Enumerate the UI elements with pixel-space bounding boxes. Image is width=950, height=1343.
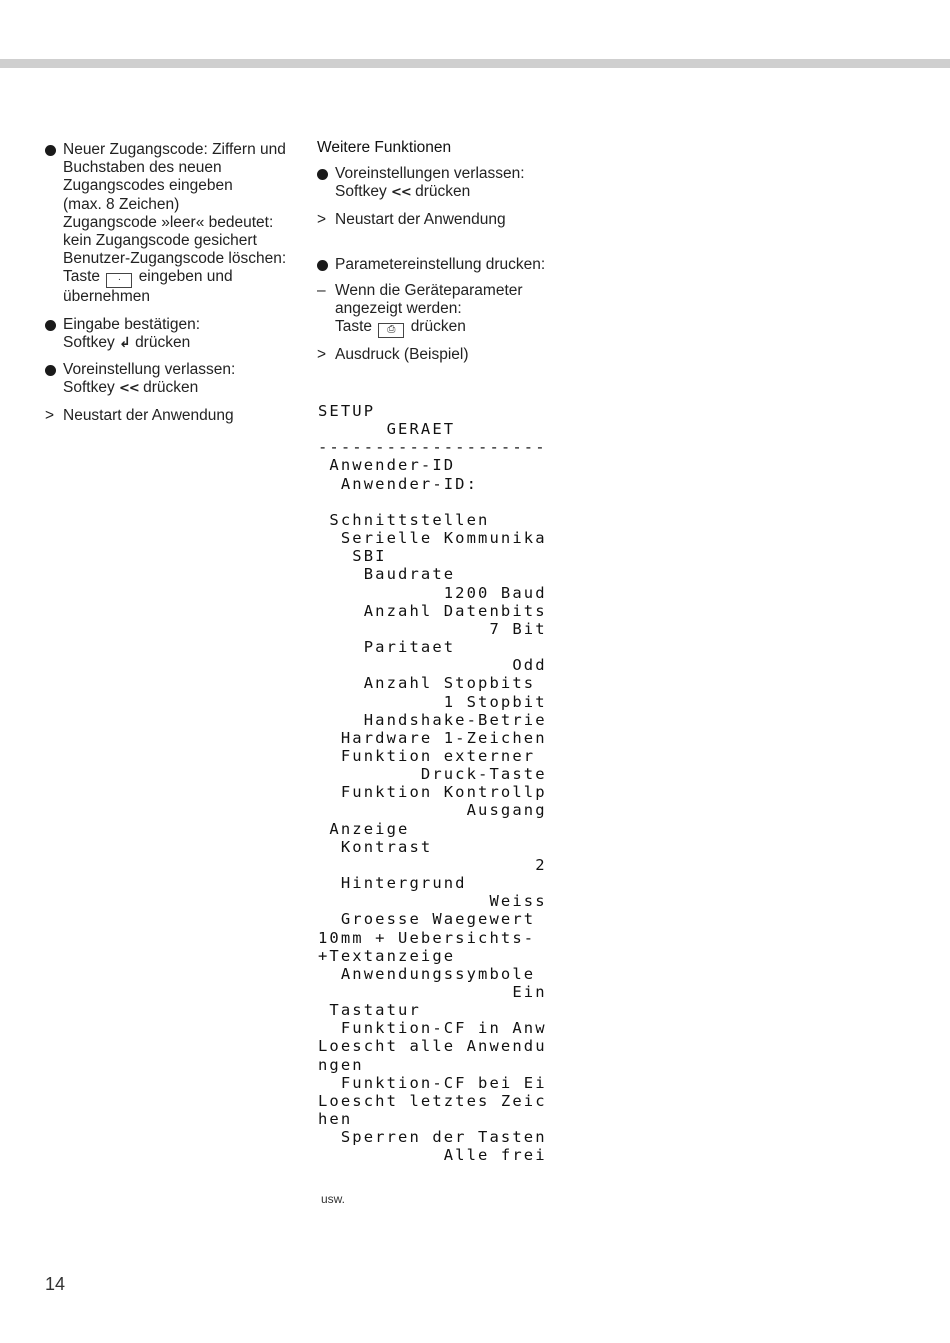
printout-line: Serielle Kommunika xyxy=(318,529,547,548)
text-line: Ausdruck (Beispiel) xyxy=(335,346,469,364)
printout-example xyxy=(318,402,547,1165)
text-line: Voreinstellungen verlassen: xyxy=(335,165,525,183)
printout-line: Hardware 1-Zeichen xyxy=(318,728,547,747)
text-line: kein Zugangscode gesichert xyxy=(63,232,257,250)
printout-line: Weiss xyxy=(318,892,547,911)
softkey-suffix: drücken xyxy=(143,379,199,397)
text-line: Parametereinstellung drucken: xyxy=(335,255,546,273)
text-line xyxy=(63,268,295,288)
dot-key-icon: · xyxy=(106,273,132,288)
softkey-prefix: Softkey xyxy=(63,379,115,397)
list-item-exit xyxy=(45,361,295,398)
printout-line: Druck-Taste xyxy=(318,765,547,784)
back-softkey-icon: << xyxy=(119,381,139,397)
printout-line: GERAET xyxy=(318,420,456,439)
printout-line: Hintergrund xyxy=(318,874,467,893)
text-line xyxy=(335,183,577,202)
printout-line: Sperren der Tasten xyxy=(318,1128,547,1147)
printout-line: Tastatur xyxy=(318,1001,421,1020)
printout-line xyxy=(318,493,547,511)
printout-line: Anwender-ID: xyxy=(318,474,479,493)
section-heading: Weitere Funktionen xyxy=(317,139,452,156)
printout-line: Loescht letztes Zeic xyxy=(318,1091,547,1110)
text-line: Neustart der Anwendung xyxy=(335,210,506,228)
printout-line: Funktion-CF bei Ei xyxy=(318,1073,547,1092)
bullet-icon xyxy=(45,361,61,381)
result-marker: > xyxy=(45,407,55,425)
result-marker: > xyxy=(317,210,327,228)
key-suffix: drücken xyxy=(410,318,466,336)
key-prefix: Taste xyxy=(63,268,101,286)
text-line: übernehmen xyxy=(63,288,151,306)
list-item-print-params xyxy=(317,256,577,274)
header-bar xyxy=(0,59,950,68)
key-prefix: Taste xyxy=(335,318,373,336)
text-line: angezeigt werden: xyxy=(335,300,462,318)
enter-softkey-icon: ↲ xyxy=(119,334,131,351)
printout-line: Funktion Kontrollp xyxy=(318,783,547,802)
printout-line: Schnittstellen xyxy=(318,510,490,529)
printout-line: 2 xyxy=(318,855,547,874)
printout-line: 7 Bit xyxy=(318,619,547,638)
softkey-prefix: Softkey xyxy=(63,333,115,351)
printout-line: Anzahl Datenbits xyxy=(318,601,547,620)
key-suffix: eingeben und xyxy=(138,268,233,286)
print-key-icon: ⎙ xyxy=(378,323,404,338)
printout-line: 1200 Baud xyxy=(318,583,547,602)
printout-line: ngen xyxy=(318,1055,364,1074)
result-marker: > xyxy=(317,346,327,364)
text-line: Buchstaben des neuen xyxy=(63,159,222,177)
printout-line: Kontrast xyxy=(318,837,433,856)
bullet-icon xyxy=(45,141,61,161)
text-line xyxy=(63,334,295,352)
text-line: Wenn die Geräteparameter xyxy=(335,282,523,300)
printout-line: Alle frei xyxy=(318,1146,547,1165)
printout-line: Anwender-ID xyxy=(318,456,456,475)
back-softkey-icon: << xyxy=(391,185,411,201)
printout-line: Handshake-Betrie xyxy=(318,710,547,729)
printout-line: Loescht alle Anwendu xyxy=(318,1037,547,1056)
list-item-confirm xyxy=(45,316,295,352)
softkey-suffix: drücken xyxy=(135,333,191,351)
printout-line: -------------------- xyxy=(318,438,547,457)
printout-line: Baudrate xyxy=(318,565,456,584)
right-column xyxy=(317,139,577,365)
text-line: Neustart der Anwendung xyxy=(63,407,234,425)
printout-line: SBI xyxy=(318,547,387,566)
printout-line: hen xyxy=(318,1110,353,1129)
step-item xyxy=(317,282,577,338)
list-item-new-code xyxy=(45,141,295,307)
printout-line: Anzeige xyxy=(318,819,410,838)
printout-line: Paritaet xyxy=(318,638,456,657)
page-number: 14 xyxy=(45,1274,66,1294)
printout-line: Odd xyxy=(318,656,547,675)
bullet-icon xyxy=(45,316,61,336)
text-line: Zugangscodes eingeben xyxy=(63,177,233,195)
printout-line: 1 Stopbit xyxy=(318,692,547,711)
result-item xyxy=(45,407,295,425)
printout-line: +Textanzeige xyxy=(318,946,456,965)
printout-line: Anwendungssymbole xyxy=(318,964,536,983)
footnote: usw. xyxy=(321,1192,346,1206)
printout-line: Funktion externer xyxy=(318,746,536,765)
printout-line: SETUP xyxy=(318,402,376,420)
result-item xyxy=(317,211,577,229)
bullet-icon xyxy=(317,165,333,185)
text-line: (max. 8 Zeichen) xyxy=(63,195,180,213)
text-line xyxy=(63,379,295,398)
text-line xyxy=(335,318,577,338)
text-line: Voreinstellung verlassen: xyxy=(63,361,236,379)
step-marker: – xyxy=(317,282,326,300)
printout-line: Ein xyxy=(318,983,547,1001)
softkey-prefix: Softkey xyxy=(335,183,387,201)
list-item-exit-settings xyxy=(317,165,577,202)
printout-line: 10mm + Uebersichts- xyxy=(318,928,536,947)
text-line: Neuer Zugangscode: Ziffern und xyxy=(63,141,286,158)
text-line: Benutzer-Zugangscode löschen: xyxy=(63,250,287,268)
printout-line: Groesse Waegewert xyxy=(318,910,536,929)
bullet-icon xyxy=(317,256,333,276)
printout-line: Anzahl Stopbits xyxy=(318,674,536,693)
softkey-suffix: drücken xyxy=(415,183,471,201)
left-column xyxy=(45,141,295,426)
text-line: Eingabe bestätigen: xyxy=(63,315,201,333)
printout-line: Ausgang xyxy=(318,801,547,820)
result-item xyxy=(317,346,577,364)
printout-line: Funktion-CF in Anw xyxy=(318,1019,547,1038)
text-line: Zugangscode »leer« bedeutet: xyxy=(63,213,274,231)
